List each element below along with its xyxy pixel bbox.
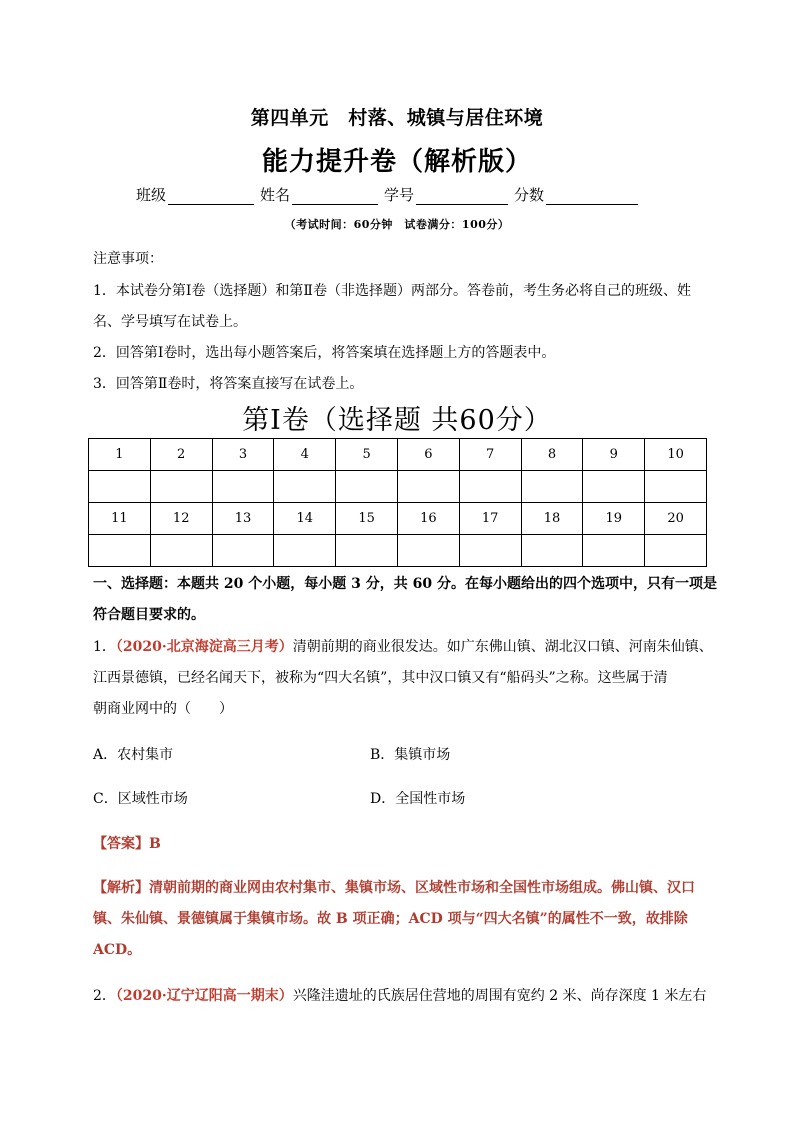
grid-number-cell: 20 [645, 503, 707, 535]
grid-number-cell: 15 [336, 503, 398, 535]
question-1-option-b[interactable]: B．集镇市场 [370, 747, 451, 763]
answer-cell[interactable] [274, 471, 336, 503]
name-blank[interactable] [292, 188, 378, 205]
answer-cell[interactable] [645, 535, 707, 567]
answer-cell[interactable] [459, 471, 521, 503]
answer-cell[interactable] [521, 535, 583, 567]
main-title: 能力提升卷（解析版） [261, 147, 532, 177]
notice-item-1-line-1: 1．本试卷分第Ⅰ卷（选择题）和第Ⅱ卷（非选择题）两部分。答卷前，考生务必将自己的班级、姓 [93, 283, 691, 299]
instructions-line-1: 一、选择题：本题共 20 个小题，每小题 3 分，共 60 分。在每小题给出的四个选项中，只有一项是 [93, 576, 717, 592]
notice-title: 注意事项： [93, 251, 163, 267]
answer-cell[interactable] [212, 471, 274, 503]
student-info-row [136, 184, 644, 205]
grid-number-cell: 19 [583, 503, 645, 535]
name-label: 姓名 [260, 186, 291, 204]
answer-cell[interactable] [645, 471, 707, 503]
question-1-analysis-line-3: ACD。 [93, 942, 142, 958]
answer-cell[interactable] [150, 471, 212, 503]
grid-number-cell: 6 [397, 439, 459, 471]
unit-title: 第四单元 村落、城镇与居住环境 [250, 107, 544, 129]
grid-number-cell: 7 [459, 439, 521, 471]
answer-cell[interactable] [274, 535, 336, 567]
answer-cell[interactable] [89, 471, 151, 503]
student-id-label: 学号 [384, 186, 415, 204]
grid-number-cell: 14 [274, 503, 336, 535]
answer-cell[interactable] [397, 471, 459, 503]
question-1-analysis-line-2: 镇、朱仙镇、景德镇属于集镇市场。故 B 项正确；ACD 项与“四大名镇”的属性不一致，故排除 [93, 911, 688, 927]
answer-grid-number-row-1 [89, 439, 707, 471]
class-label: 班级 [136, 186, 167, 204]
question-1-number: 1． [93, 639, 116, 655]
answer-cell[interactable] [150, 535, 212, 567]
grid-number-cell: 4 [274, 439, 336, 471]
exam-note: （考试时间：60分钟 试卷满分：100分） [284, 218, 510, 231]
notice-item-1-line-2: 名、学号填写在试卷上。 [93, 314, 247, 330]
student-id-blank[interactable] [416, 188, 508, 205]
grid-number-cell: 17 [459, 503, 521, 535]
question-1-stem-start: 清朝前期的商业很发达。如广东佛山镇、湖北汉口镇、河南朱仙镇、 [292, 639, 713, 655]
question-2-number: 2． [93, 988, 116, 1004]
notice-item-2: 2．回答第Ⅰ卷时，选出每小题答案后，将答案填在选择题上方的答题表中。 [93, 345, 556, 361]
grid-number-cell: 11 [89, 503, 151, 535]
grid-number-cell: 2 [150, 439, 212, 471]
instructions-line-2: 符合题目要求的。 [93, 607, 205, 623]
grid-number-cell: 3 [212, 439, 274, 471]
answer-cell[interactable] [583, 471, 645, 503]
question-1-option-a[interactable]: A．农村集市 [93, 747, 174, 763]
grid-number-cell: 9 [583, 439, 645, 471]
answer-grid-answer-row-2 [89, 535, 707, 567]
grid-number-cell: 8 [521, 439, 583, 471]
grid-number-cell: 10 [645, 439, 707, 471]
grid-number-cell: 13 [212, 503, 274, 535]
class-blank[interactable] [168, 188, 254, 205]
answer-grid-answer-row-1 [89, 471, 707, 503]
grid-number-cell: 12 [150, 503, 212, 535]
answer-grid [88, 438, 707, 567]
answer-cell[interactable] [521, 471, 583, 503]
answer-cell[interactable] [212, 535, 274, 567]
grid-number-cell: 5 [336, 439, 398, 471]
question-1-answer: 【答案】B [93, 836, 161, 852]
answer-cell[interactable] [336, 471, 398, 503]
grid-number-cell: 18 [521, 503, 583, 535]
question-2-line-1 [93, 985, 706, 1005]
answer-cell[interactable] [397, 535, 459, 567]
section-title: 第Ⅰ卷（选择题 共60分） [242, 405, 552, 436]
question-2-source: （2020·辽宁辽阳高一期末） [115, 988, 293, 1004]
question-1-analysis-line-1: 【解析】清朝前期的商业网由农村集市、集镇市场、区域性市场和全国性市场组成。佛山镇、汉口 [93, 880, 695, 896]
answer-grid-number-row-2 [89, 503, 707, 535]
question-1-source: （2020·北京海淀高三月考） [115, 639, 293, 655]
answer-cell[interactable] [583, 535, 645, 567]
score-label: 分数 [514, 186, 545, 204]
grid-number-cell: 16 [397, 503, 459, 535]
score-blank[interactable] [546, 188, 638, 205]
answer-cell[interactable] [336, 535, 398, 567]
question-2-stem-start: 兴隆洼遗址的氏族居住营地的周围有宽约 2 米、尚存深度 1 米左右 [292, 988, 707, 1004]
question-1-line-2: 江西景德镇，已经名闻天下，被称为“四大名镇”，其中汉口镇又有“船码头”之称。这些属于清 [93, 670, 668, 686]
notice-item-3: 3．回答第Ⅱ卷时，将答案直接写在试卷上。 [93, 376, 364, 392]
question-1-option-c[interactable]: C．区域性市场 [93, 791, 188, 807]
answer-cell[interactable] [459, 535, 521, 567]
answer-cell[interactable] [89, 535, 151, 567]
question-1-option-d[interactable]: D．全国性市场 [370, 791, 466, 807]
question-1-line-1 [93, 636, 713, 656]
question-1-line-3: 朝商业网中的（ ） [93, 701, 233, 717]
grid-number-cell: 1 [89, 439, 151, 471]
